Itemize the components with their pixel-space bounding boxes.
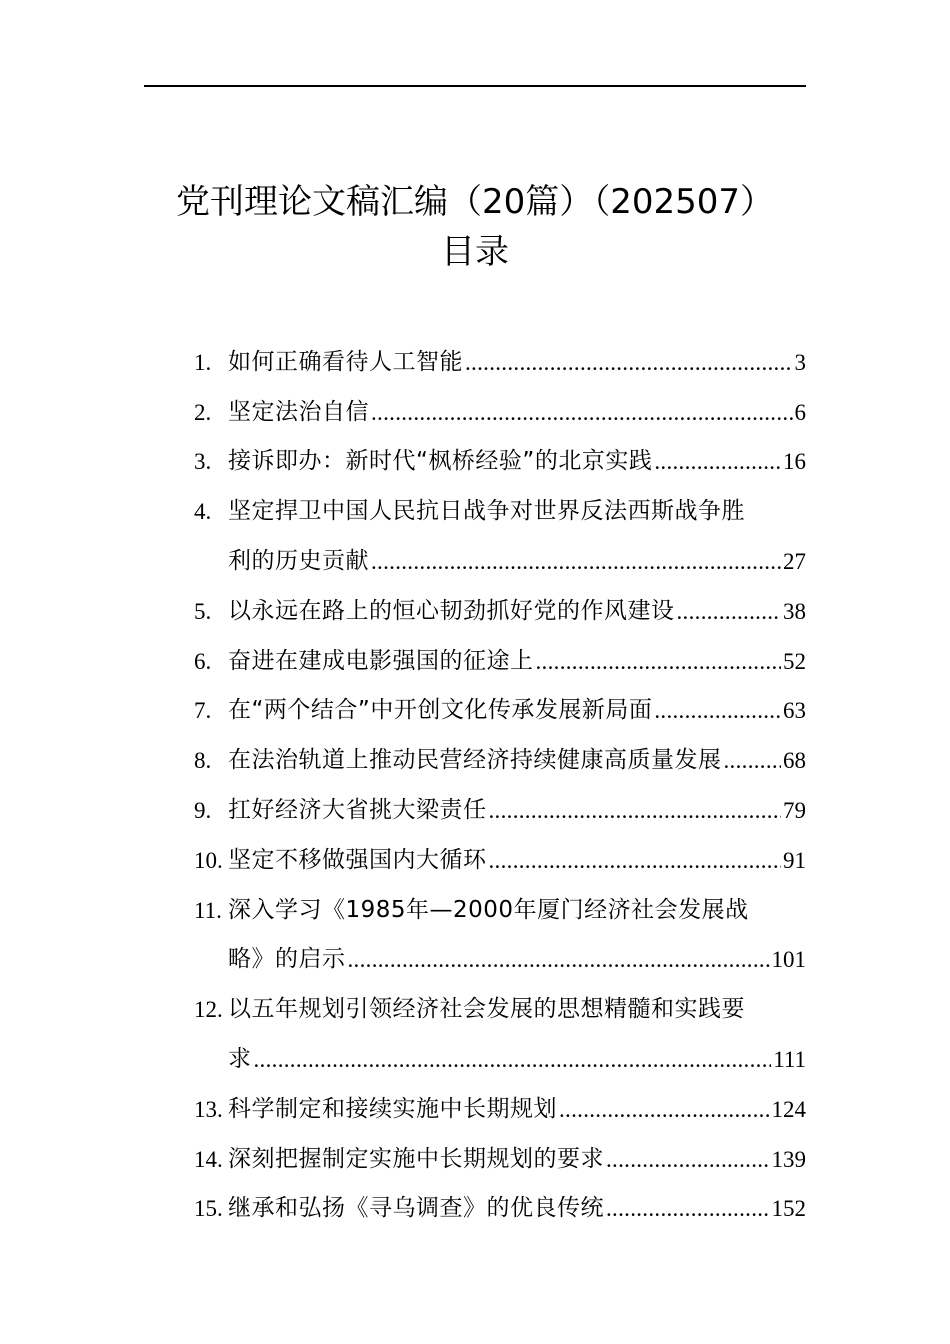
- header-rule: [144, 85, 806, 87]
- toc-title-continued: 求: [228, 1045, 252, 1072]
- toc-number: 1.: [194, 349, 212, 375]
- toc-page: 124: [771, 1096, 806, 1122]
- toc-number: 6.: [194, 648, 212, 674]
- toc-page: 68: [783, 748, 806, 774]
- toc-number: 8.: [194, 748, 212, 774]
- document-title: 党刊理论文稿汇编（20篇）（202507）: [175, 182, 775, 222]
- toc-entry[interactable]: [194, 1123, 806, 1173]
- toc-number: 4.: [194, 499, 212, 525]
- toc-page: 3: [794, 349, 806, 375]
- toc-leader: [724, 748, 782, 774]
- toc-title: 接诉即办：新时代“枫桥经验”的北京实践: [228, 448, 653, 475]
- toc-title: 以永远在路上的恒心韧劲抓好党的作风建设: [228, 597, 675, 624]
- toc-leader: [536, 649, 782, 675]
- toc-entry[interactable]: [194, 1173, 806, 1223]
- toc-page: 79: [783, 797, 806, 823]
- toc-page: 16: [783, 449, 806, 475]
- toc-leader: [654, 449, 781, 475]
- toc-entry[interactable]: [194, 326, 806, 376]
- toc-heading: 目录: [441, 232, 509, 272]
- toc-entry-continuation[interactable]: [194, 924, 806, 974]
- toc-entry-continuation[interactable]: [194, 525, 806, 575]
- toc-entry[interactable]: [194, 376, 806, 426]
- toc-leader: [654, 698, 781, 724]
- toc-title-continued: 利的历史贡献: [228, 547, 369, 574]
- toc-title: 深入学习《1985年—2000年厦门经济社会发展战: [228, 896, 749, 923]
- toc-leader: [254, 1047, 772, 1073]
- toc-page: 152: [771, 1196, 806, 1222]
- toc-entry[interactable]: [194, 675, 806, 725]
- toc-leader: [677, 599, 782, 625]
- toc-number: 10.: [194, 847, 223, 873]
- toc-title: 扛好经济大省挑大梁责任: [228, 796, 487, 823]
- toc-title: 在“两个结合”中开创文化传承发展新局面: [228, 697, 653, 724]
- toc-leader: [606, 1147, 770, 1173]
- toc-page: 139: [771, 1146, 806, 1172]
- toc-entry[interactable]: [194, 824, 806, 874]
- toc-entry[interactable]: [194, 625, 806, 675]
- toc-number: 9.: [194, 797, 212, 823]
- toc-page: 52: [783, 648, 806, 674]
- toc-entry[interactable]: [194, 575, 806, 625]
- toc-title: 在法治轨道上推动民营经济持续健康高质量发展: [228, 747, 722, 774]
- toc-title-continued: 略》的启示: [228, 946, 346, 973]
- toc-page: 38: [783, 598, 806, 624]
- toc-number: 3.: [194, 449, 212, 475]
- toc-title: 以五年规划引领经济社会发展的思想精髓和实践要: [228, 996, 745, 1023]
- toc-page: 27: [783, 548, 806, 574]
- toc-leader: [371, 549, 781, 575]
- toc-title: 继承和弘扬《寻乌调查》的优良传统: [228, 1195, 604, 1222]
- toc-number: 14.: [194, 1146, 223, 1172]
- toc-leader: [371, 400, 793, 426]
- toc-number: 2.: [194, 399, 212, 425]
- toc-title: 坚定不移做强国内大循环: [228, 846, 487, 873]
- toc-entry[interactable]: [194, 724, 806, 774]
- toc-entry[interactable]: [194, 774, 806, 824]
- toc-number: 12.: [194, 997, 223, 1023]
- table-of-contents: [194, 326, 806, 1222]
- toc-page: 63: [783, 698, 806, 724]
- toc-entry[interactable]: [194, 426, 806, 476]
- toc-leader: [489, 848, 782, 874]
- toc-number: 13.: [194, 1096, 223, 1122]
- toc-title: 深刻把握制定实施中长期规划的要求: [228, 1145, 604, 1172]
- toc-entry[interactable]: [194, 874, 806, 924]
- toc-title: 奋进在建成电影强国的征途上: [228, 647, 534, 674]
- toc-number: 7.: [194, 698, 212, 724]
- toc-page: 6: [794, 399, 806, 425]
- toc-page: 101: [771, 947, 806, 973]
- toc-leader: [465, 350, 793, 376]
- toc-title: 如何正确看待人工智能: [228, 348, 463, 375]
- toc-page: 91: [783, 847, 806, 873]
- toc-title: 坚定法治自信: [228, 398, 369, 425]
- toc-entry[interactable]: [194, 1073, 806, 1123]
- toc-page: 111: [773, 1046, 806, 1072]
- toc-leader: [559, 1097, 770, 1123]
- toc-leader: [606, 1196, 770, 1222]
- toc-title: 坚定捍卫中国人民抗日战争对世界反法西斯战争胜: [228, 498, 745, 525]
- toc-number: 11.: [194, 897, 222, 923]
- toc-entry-continuation[interactable]: [194, 1023, 806, 1073]
- toc-title: 科学制定和接续实施中长期规划: [228, 1095, 557, 1122]
- toc-leader: [489, 798, 782, 824]
- toc-leader: [348, 947, 770, 973]
- toc-entry[interactable]: [194, 475, 806, 525]
- toc-entry[interactable]: [194, 973, 806, 1023]
- toc-number: 15.: [194, 1196, 223, 1222]
- toc-number: 5.: [194, 598, 212, 624]
